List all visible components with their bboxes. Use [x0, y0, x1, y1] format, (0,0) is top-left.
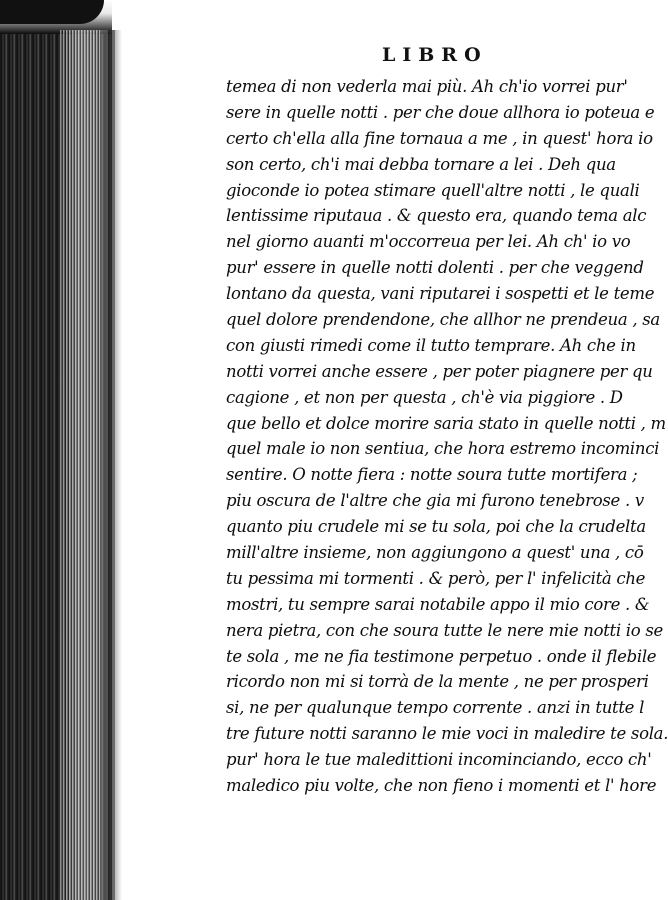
text-line: ricordo non mi si torrà de la mente , ne per prosperi	[226, 672, 649, 692]
text-line: que bello et dolce morire saria stato in quelle notti , m	[226, 413, 666, 433]
text-line: te sola , me ne fia testimone perpetuo . onde il flebile	[226, 646, 657, 666]
text-line: sere in quelle notti . per che doue allhora io poteua e	[226, 102, 655, 122]
text-line: quel dolore prendendone, che allhor ne prendeua , sa	[226, 310, 660, 330]
text-line: con giusti rimedi come il tutto temprare. Ah che in	[226, 335, 636, 355]
text-line: lontano da questa, vani riputarei i sospetti et le teme	[226, 284, 655, 304]
text-line: tu pessima mi tormenti . & però, per l' infelicità che	[226, 568, 646, 588]
text-line: quel male io non sentiua, che hora estremo incominci	[226, 439, 660, 459]
text-line: mostri, tu sempre sarai notabile appo il mio core . &	[226, 594, 650, 614]
text-line: sentire. O notte fiera : notte soura tutte mortifera ;	[226, 465, 638, 485]
text-line: mill'altre insieme, non aggiungono a quest' una , cō	[226, 543, 644, 563]
text-lines	[226, 74, 668, 799]
page-text-block	[226, 44, 668, 844]
text-line: cagione , et non per questa , ch'è via piggiore . D	[226, 387, 623, 407]
binding-top-dark	[0, 0, 104, 24]
text-line: nel giorno auanti m'occorreua per lei. Ah ch' io vo	[226, 232, 631, 252]
text-line: lentissime riputaua . & questo era, quando tema alc	[226, 206, 647, 226]
page-gutter-shadow	[108, 30, 122, 900]
text-line: nera pietra, con che soura tutte le nere mie notti io se	[226, 620, 663, 640]
text-line: quanto piu crudele mi se tu sola, poi che la crudelta	[226, 517, 646, 537]
text-line: certo ch'ella alla fine tornaua a me , in quest' hora io	[226, 128, 653, 148]
text-line: maledico piu volte, che non fieno i momenti et l' hore	[226, 776, 657, 796]
text-line: gioconde io potea stimare quell'altre notti , le quali	[226, 180, 640, 200]
running-head: LIBRO	[382, 44, 488, 66]
page-stack-edges	[60, 30, 100, 900]
text-line: piu oscura de l'altre che gia mi furono tenebrose . v	[226, 491, 644, 511]
text-line: notti vorrei anche essere , per poter piagnere per qu	[226, 361, 653, 381]
text-line: son certo, ch'i mai debba tornare a lei . Deh qua	[226, 154, 616, 174]
text-line: temea di non vederla mai più. Ah ch'io vorrei pur'	[226, 77, 628, 96]
text-line: tre future notti saranno le mie voci in maledire te sola.	[226, 724, 668, 744]
text-line: pur' essere in quelle notti dolenti . per che veggend	[226, 258, 644, 278]
text-line: si, ne per qualunque tempo corrente . anzi in tutte l	[226, 698, 645, 718]
text-line: pur' hora le tue maledittioni incominciando, ecco ch'	[226, 750, 652, 770]
